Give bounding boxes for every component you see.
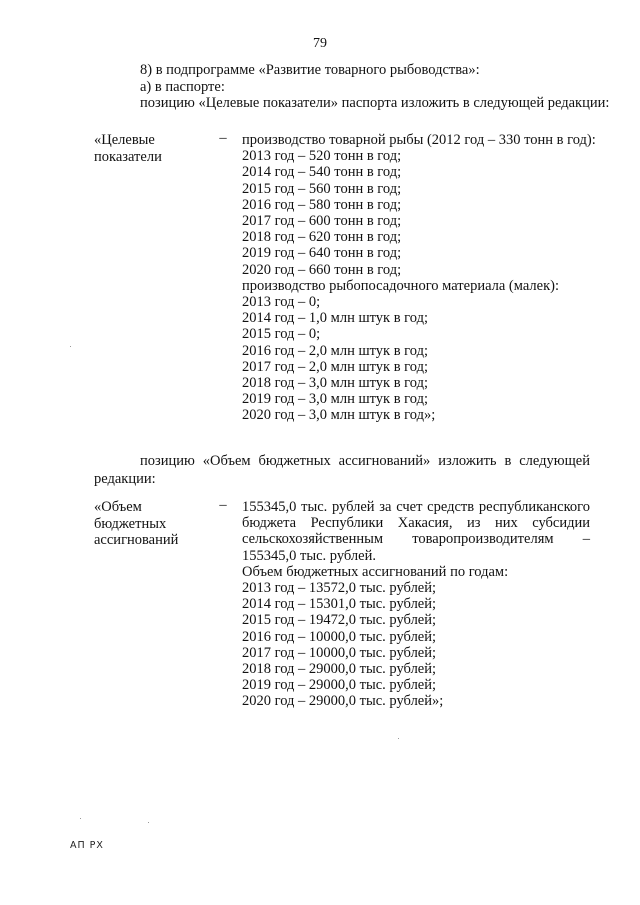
indicator-line: 2013 год – 520 тонн в год; bbox=[242, 148, 402, 165]
budget-allocations-body bbox=[242, 499, 590, 710]
justified-word: из bbox=[466, 515, 481, 532]
justified-word: тыс. bbox=[301, 499, 328, 515]
indicator-line: 2017 год – 2,0 млн штук в год; bbox=[242, 358, 428, 375]
indicator-line: 2015 год – 560 тонн в год; bbox=[242, 180, 402, 197]
justified-word: них bbox=[494, 515, 518, 532]
budget-line: 2015 год – 19472,0 тыс. рублей; bbox=[242, 612, 437, 629]
justified-word: Хакасия, bbox=[397, 515, 453, 532]
label-line: «Объем bbox=[94, 499, 142, 515]
budget-line: 2017 год – 10000,0 тыс. рублей; bbox=[242, 644, 437, 661]
budget-line: 2020 год – 29000,0 тыс. рублей»; bbox=[242, 693, 444, 710]
justified-line bbox=[242, 499, 590, 515]
budget-allocations-label bbox=[94, 499, 214, 549]
indicator-line: 2013 год – 0; bbox=[242, 294, 321, 311]
budget-line: 2018 год – 29000,0 тыс. рублей; bbox=[242, 661, 437, 678]
paragraph-word: «Объем bbox=[202, 453, 251, 469]
indicator-line: производство товарной рыбы (2012 год – 330 тонн в год): bbox=[242, 132, 596, 148]
intro-block bbox=[140, 62, 609, 112]
intro-position-line: позицию «Целевые показатели» паспорта изложить в следующей редакции: bbox=[140, 95, 610, 111]
indicator-line: 2020 год – 3,0 млн штук в год»; bbox=[242, 407, 436, 424]
indicator-line: 2018 год – 620 тонн в год; bbox=[242, 229, 402, 246]
budget-line: 2019 год – 29000,0 тыс. рублей; bbox=[242, 677, 437, 694]
justified-word: субсидии bbox=[532, 515, 590, 532]
indicator-line: 2020 год – 660 тонн в год; bbox=[242, 261, 402, 278]
budget-line: 2016 год – 10000,0 тыс. рублей; bbox=[242, 628, 437, 645]
label-line: ассигнований bbox=[94, 532, 179, 548]
paragraph-word: изложить bbox=[438, 453, 497, 469]
justified-word: за bbox=[379, 499, 392, 515]
paragraph-word: в bbox=[504, 453, 512, 469]
indicator-line: 2016 год – 580 тонн в год; bbox=[242, 196, 402, 213]
justified-word: – bbox=[582, 531, 590, 548]
justified-line bbox=[242, 531, 590, 547]
indicator-line: производство рыбопосадочного материала (малек): bbox=[242, 277, 559, 294]
paragraph-word: бюджетных bbox=[258, 453, 331, 469]
intro-subprogram-line: 8) в подпрограмме «Развитие товарного рыбоводства»: bbox=[140, 62, 480, 78]
justified-word: счет bbox=[396, 499, 423, 515]
justified-word: рублей bbox=[331, 499, 375, 515]
indicator-line: 2018 год – 3,0 млн штук в год; bbox=[242, 375, 428, 392]
dash-separator: – bbox=[219, 130, 227, 146]
paragraph-second-line: редакции: bbox=[94, 471, 156, 487]
paragraph-word: позицию bbox=[140, 453, 195, 469]
justified-word: Республики bbox=[310, 515, 384, 532]
justified-word: бюджета bbox=[242, 515, 297, 532]
budget-line: 155345,0 тыс. рублей. bbox=[242, 547, 376, 564]
label-line: «Целевые bbox=[94, 132, 155, 148]
budget-line: Объем бюджетных ассигнований по годам: bbox=[242, 563, 509, 580]
indicator-line: 2019 год – 3,0 млн штук в год; bbox=[242, 391, 428, 408]
paragraph-first-line bbox=[94, 452, 590, 470]
footer-stamp: АП РХ bbox=[70, 840, 104, 851]
paragraph-word: следующей bbox=[519, 453, 590, 469]
indicator-line: 2014 год – 540 тонн в год; bbox=[242, 164, 402, 181]
scan-speck bbox=[148, 822, 149, 823]
indicator-line: 2014 год – 1,0 млн штук в год; bbox=[242, 310, 428, 327]
justified-line bbox=[242, 515, 590, 531]
scan-speck bbox=[80, 818, 81, 819]
budget-line: 2013 год – 13572,0 тыс. рублей; bbox=[242, 580, 437, 597]
justified-word: 155345,0 bbox=[242, 499, 297, 515]
paragraph-word: ассигнований» bbox=[338, 453, 431, 469]
budget-position-paragraph bbox=[94, 452, 590, 488]
indicator-line: 2016 год – 2,0 млн штук в год; bbox=[242, 342, 428, 359]
label-line: бюджетных bbox=[94, 515, 167, 532]
justified-word: республиканского bbox=[478, 499, 590, 515]
indicator-line: 2017 год – 600 тонн в год; bbox=[242, 213, 402, 230]
dash-separator: – bbox=[219, 497, 227, 513]
page-number: 79 bbox=[313, 36, 327, 51]
intro-passport-line: а) в паспорте: bbox=[140, 78, 225, 95]
indicator-line: 2019 год – 640 тонн в год; bbox=[242, 245, 402, 262]
scan-speck bbox=[398, 738, 399, 739]
indicator-line: 2015 год – 0; bbox=[242, 326, 321, 343]
label-line: показатели bbox=[94, 148, 162, 165]
scan-speck bbox=[70, 346, 71, 347]
target-indicators-body bbox=[242, 132, 596, 424]
justified-word: товаропроизводителям bbox=[412, 531, 554, 548]
target-indicators-label bbox=[94, 132, 214, 165]
justified-word: сельскохозяйственным bbox=[242, 531, 384, 548]
budget-line: 2014 год – 15301,0 тыс. рублей; bbox=[242, 596, 437, 613]
justified-word: средств bbox=[427, 499, 475, 515]
